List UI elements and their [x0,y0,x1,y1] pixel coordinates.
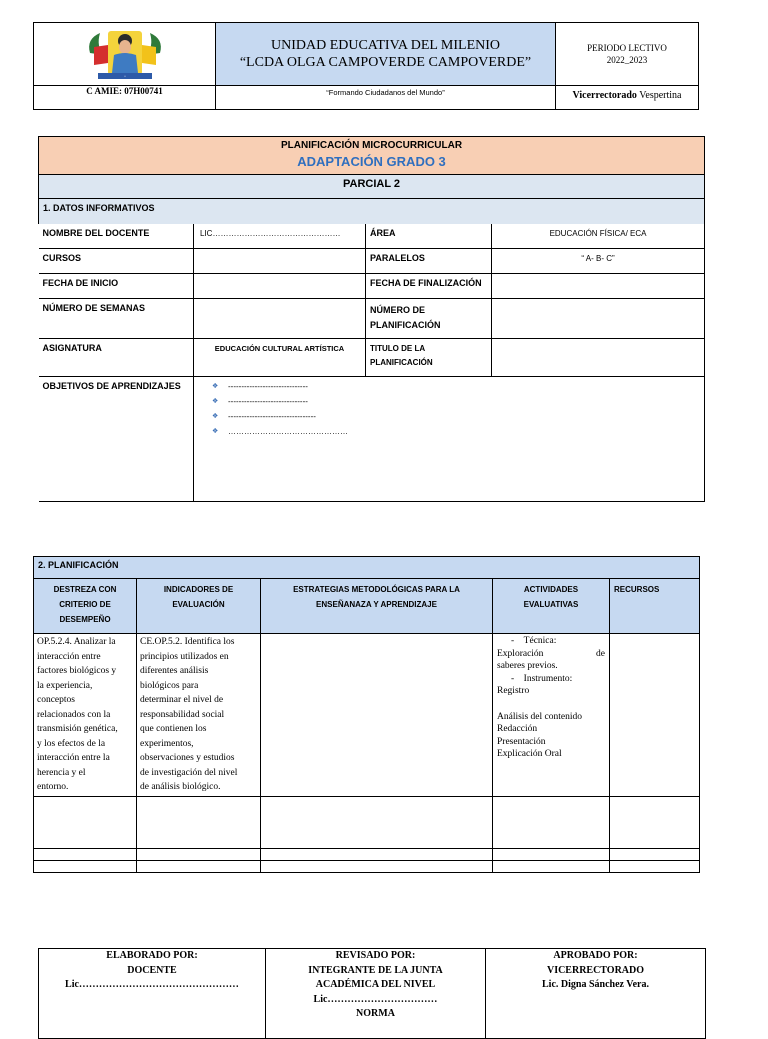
periodo-value: 2022_2023 [606,55,648,65]
paralelos-label: PARALELOS [370,253,425,263]
cursos-label-cell [39,249,194,274]
num-plan-label-1: NÚMERO DE [370,305,426,315]
destreza-header: DESTREZA CON CRITERIO DE DESEMPEÑO [34,579,137,634]
objetivo-item: ❖ ……………………………………… [212,424,704,439]
bullet-diamond-icon: ❖ [212,413,219,420]
paralelos-label-cell [366,249,492,274]
act-exploracion: Exploración de [497,648,605,659]
titulo-label-cell [366,339,492,377]
act-tecnica: - Técnica: [511,636,557,646]
estrategias-header: ESTRATEGIAS METODOLÓGICAS PARA LA ENSEÑANAZA Y APRENDIZAJE [261,579,493,634]
objetivo-item: ❖ --------------------------------- [212,409,704,424]
school-name-line1: UNIDAD EDUCATIVA DEL MILENIO [270,38,501,53]
parcial-label: PARCIAL 2 [343,178,401,190]
cursos-value-cell [194,249,366,274]
empty-cell [261,860,493,872]
school-motto: “Formando Ciudadanos del Mundo” [326,88,445,97]
empty-cell [493,860,610,872]
empty-cell [261,796,493,848]
paralelos-value-cell [492,249,705,274]
act-list-item: Redacción [497,724,538,734]
aprobado-cell: APROBADO POR: VICERRECTORADO Lic. Digna Sánchez Vera. [486,949,706,1039]
num-plan-label-cell [366,299,492,339]
fin-label: FECHA DE FINALIZACIÓN [370,278,482,288]
objetivos-label: OBJETIVOS DE APRENDIZAJES [42,381,181,391]
docente-label: NOMBRE DEL DOCENTE [42,227,150,238]
area-label: ÁREA [370,227,396,238]
num-plan-label-2: PLANIFICACIÓN [370,320,441,330]
empty-cell [610,860,700,872]
plan-title-cell [39,137,705,175]
empty-cell [34,848,137,860]
empty-cell [34,796,137,848]
planificacion-table [33,556,700,873]
semanas-value-cell [194,299,366,339]
act-registro: Registro [497,686,530,696]
school-logo [84,25,166,83]
destreza-cell: OP.5.2.4. Analizar la interacción entre factores biológicos y la experiencia, conceptos relacionados con la transmisión genética, y los efectos de la interacción entre la herencia y el entorno. [34,634,137,797]
objetivos-value-cell [194,377,705,502]
motto-cell [216,86,556,110]
estrategias-cell [261,634,493,797]
logo-cell [34,23,216,86]
periodo-cell [556,23,699,86]
elaborado-cell: ELABORADO POR: DOCENTE Lic………………………………………… [39,949,266,1039]
section2-title: 2. PLANIFICACIÓN [38,560,119,570]
area-value-cell [492,224,705,249]
vice-cell [556,86,699,110]
fin-value-cell [492,274,705,299]
svg-text:*: * [123,75,126,79]
objetivos-label-cell [39,377,194,502]
vice-value: Vespertina [639,90,682,101]
revisado-cell: REVISADO POR: INTEGRANTE DE LA JUNTA ACADÉMICA DEL NIVEL Lic…………………………… NORMA [266,949,486,1039]
docente-value-cell [194,224,366,249]
empty-cell [493,848,610,860]
act-list-item: Análisis del contenido [497,711,582,722]
vice-label: Vicerrectorado [572,90,637,101]
docente-value: LIC………………………………………… [200,228,341,238]
indicador-cell: CE.OP.5.2. Identifica los principios utilizados en diferentes análisis biológicos para determinar el nivel de responsabilidad social que contienen los experimentos, observaciones y estudios de investigación del nivel de análisis biológico. [137,634,261,797]
plan-title: PLANIFICACIÓN MICROCURRICULAR [280,140,463,151]
asig-value: EDUCACIÓN CULTURAL ARTÍSTICA [214,344,345,353]
datos-table [38,136,705,502]
semanas-label-cell [39,299,194,339]
section1-cell [39,199,705,224]
school-name-cell [216,23,556,86]
empty-cell [34,860,137,872]
asig-label-cell [39,339,194,377]
section1-title: 1. DATOS INFORMATIVOS [43,203,155,213]
header-table [33,22,699,110]
amie-code: C AMIE: 07H00741 [86,86,163,96]
recursos-cell [610,634,700,797]
empty-cell [610,848,700,860]
empty-cell [493,796,610,848]
titulo-label-2: PLANIFICACIÓN [370,358,433,367]
indicadores-header: INDICADORES DE EVALUACIÓN [137,579,261,634]
asig-label: ASIGNATURA [42,343,102,353]
empty-cell [610,796,700,848]
recursos-header: RECURSOS [610,579,700,634]
asig-value-cell [194,339,366,377]
act-instrumento: - Instrumento: [511,673,573,684]
fin-label-cell [366,274,492,299]
docente-label-cell [39,224,194,249]
actividades-header: ACTIVIDADES EVALUATIVAS [493,579,610,634]
empty-cell [137,860,261,872]
amie-cell [34,86,216,110]
empty-cell [137,796,261,848]
act-list-item: Explicación Oral [497,749,562,759]
signatures-table [38,948,706,1039]
bullet-diamond-icon: ❖ [212,398,219,405]
area-label-cell [366,224,492,249]
inicio-label: FECHA DE INICIO [42,278,119,288]
section2-cell [34,557,700,579]
inicio-value-cell [194,274,366,299]
empty-cell [137,848,261,860]
objetivos-list [212,379,704,439]
num-plan-value-cell [492,299,705,339]
objetivo-item: ❖ ------------------------------ [212,394,704,409]
plan-subtitle: ADAPTACIÓN GRADO 3 [297,154,446,169]
parcial-cell [39,175,705,199]
objetivo-item: ❖ ------------------------------ [212,379,704,394]
cursos-label: CURSOS [42,253,82,263]
periodo-label: PERIODO LECTIVO [587,43,667,53]
area-value: EDUCACIÓN FÍSICA/ ECA [549,228,647,238]
empty-cell [261,848,493,860]
school-name-line2: “LCDA OLGA CAMPOVERDE CAMPOVERDE” [239,55,532,70]
titulo-value-cell [492,339,705,377]
bullet-diamond-icon: ❖ [212,428,219,435]
bullet-diamond-icon: ❖ [212,383,219,390]
paralelos-value: “ A- B- C” [581,254,615,263]
act-list-item: Presentación [497,736,546,747]
act-saberes: saberes previos. [497,661,558,671]
inicio-label-cell [39,274,194,299]
semanas-label: NÚMERO DE SEMANAS [42,303,146,313]
titulo-label-1: TITULO DE LA [370,344,426,353]
actividades-cell [493,634,610,797]
